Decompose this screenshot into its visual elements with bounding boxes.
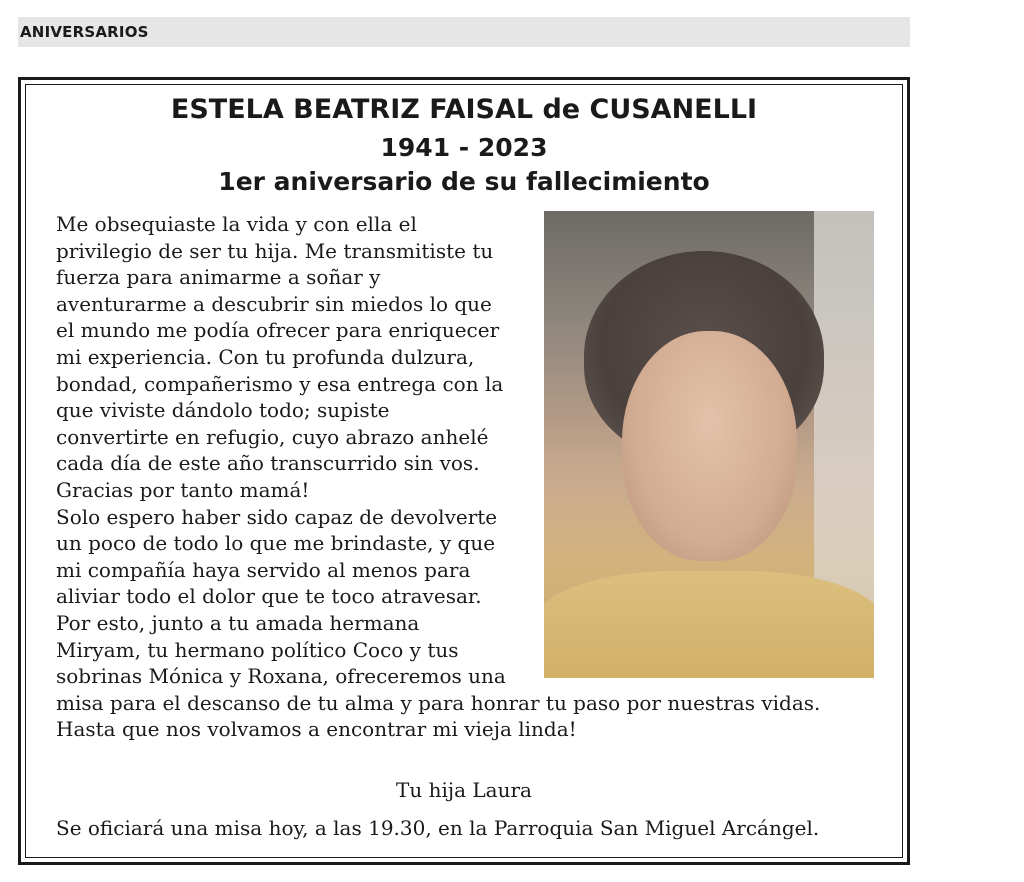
- dedication-line: Gracias por tanto mamá!: [56, 477, 310, 502]
- mass-announcement: Se oficiará una misa hoy, a las 19.30, en la Parroquia San Miguel Arcángel.: [56, 816, 820, 840]
- section-title: ANIVERSARIOS: [20, 23, 149, 41]
- dedication-line: Me obsequiaste la vida y con ella el: [56, 212, 417, 236]
- dedication-line: Solo espero haber sido capaz de devolverte: [56, 504, 498, 529]
- dedication-line: Por esto, junto a tu amada hermana: [56, 610, 420, 635]
- dedication-line: fuerza para animarme a soñar y: [56, 265, 381, 290]
- dedication-line: cada día de este año transcurrido sin vos.: [56, 451, 480, 476]
- dedication-line: mi experiencia. Con tu profunda dulzura,: [56, 344, 475, 369]
- dedication-text: [56, 211, 876, 743]
- dedication-line: aventurarme a descubrir sin miedos lo que: [56, 291, 492, 316]
- dedication-line: misa para el descanso de tu alma y para honrar tu paso por nuestras vidas.: [56, 690, 821, 715]
- dedication-line: un poco de todo lo que me brindaste, y que: [56, 531, 496, 556]
- anniversary-subtitle: 1er aniversario de su fallecimiento: [218, 167, 710, 196]
- dedication-line: que viviste dándolo todo; supiste: [56, 398, 390, 423]
- signature: Tu hija Laura: [396, 778, 532, 802]
- dedication-line: aliviar todo el dolor que te toco atravesar.: [56, 584, 482, 609]
- section-header-bar: [18, 17, 910, 47]
- dedication-line: convertirte en refugio, cuyo abrazo anhelé: [56, 424, 489, 449]
- deceased-name: ESTELA BEATRIZ FAISAL de CUSANELLI: [170, 94, 758, 125]
- obituary-notice-frame: [18, 77, 910, 865]
- dedication-line: el mundo me podía ofrecer para enriquecer: [56, 318, 500, 343]
- dedication-line: sobrinas Mónica y Roxana, ofreceremos una: [56, 664, 506, 689]
- dedication-line: mi compañía haya servido al menos para: [56, 557, 471, 582]
- dedication-line: Hasta que nos volvamos a encontrar mi vieja linda!: [56, 717, 577, 742]
- dedication-line: bondad, compañerismo y esa entrega con la: [56, 371, 504, 396]
- dedication-line: privilegio de ser tu hija. Me transmitiste tu: [56, 238, 494, 263]
- life-years: 1941 - 2023: [380, 133, 548, 162]
- dedication-line: Miryam, tu hermano político Coco y tus: [56, 637, 459, 662]
